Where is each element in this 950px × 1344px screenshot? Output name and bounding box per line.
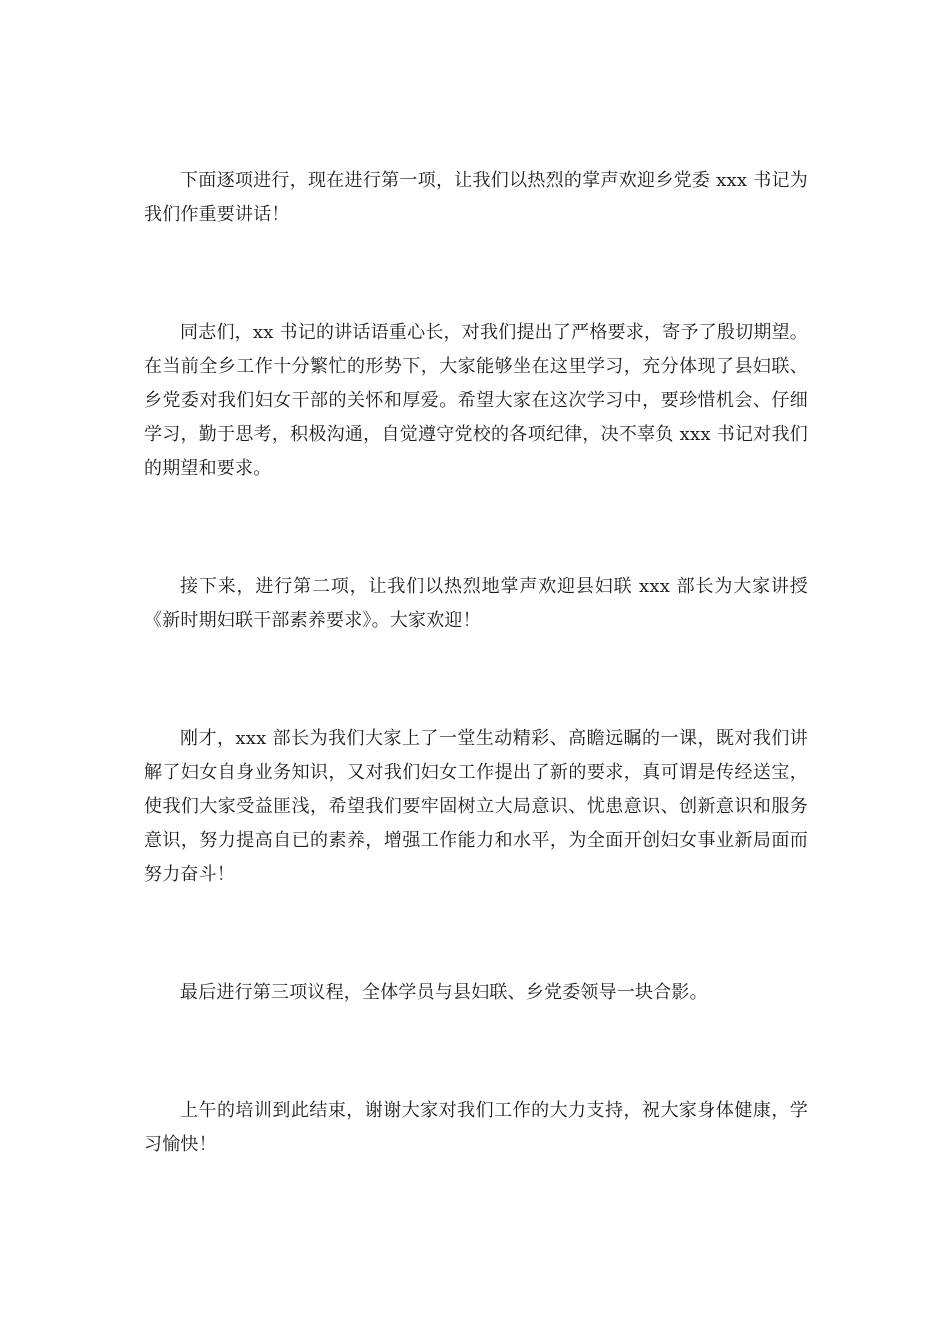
paragraph-agenda-item-1: 下面逐项进行，现在进行第一项，让我们以热烈的掌声欢迎乡党委 xxx 书记为我们作重要讲话！ (144, 170, 808, 225)
paragraph-secretary-remarks: 同志们，xx 书记的讲话语重心长，对我们提出了严格要求，寄予了殷切期望。在当前全乡工作十分繁忙的形势下，大家能够坐在这里学习，充分体现了县妇联、乡党委对我们妇女干部的关怀和厚爱。希望大家在这次学习中，要珍惜机会、仔细学习，勤于思考，积极沟通，自觉遵守党校的各项纪律，决不辜负 xxx 书记对我们的期望和要求。 (144, 322, 808, 479)
document-body (144, 164, 808, 1162)
paragraph-agenda-item-2: 接下来，进行第二项，让我们以热烈地掌声欢迎县妇联 xxx 部长为大家讲授《新时期妇联干部素养要求》。大家欢迎！ (144, 576, 808, 631)
paragraph-closing: 上午的培训到此结束，谢谢大家对我们工作的大力支持，祝大家身体健康，学习愉快！ (144, 1100, 808, 1155)
paragraph-agenda-item-3: 最后进行第三项议程，全体学员与县妇联、乡党委领导一块合影。 (180, 982, 708, 1003)
paragraph-minister-remarks: 刚才，xxx 部长为我们大家上了一堂生动精彩、高瞻远瞩的一课，既对我们讲解了妇女自身业务知识，又对我们妇女工作提出了新的要求，真可谓是传经送宝，使我们大家受益匪浅，希望我们要牢固树立大局意识、忧患意识、创新意识和服务意识，努力提高自已的素养，增强工作能力和水平，为全面开创妇女事业新局面而努力奋斗！ (144, 728, 808, 885)
